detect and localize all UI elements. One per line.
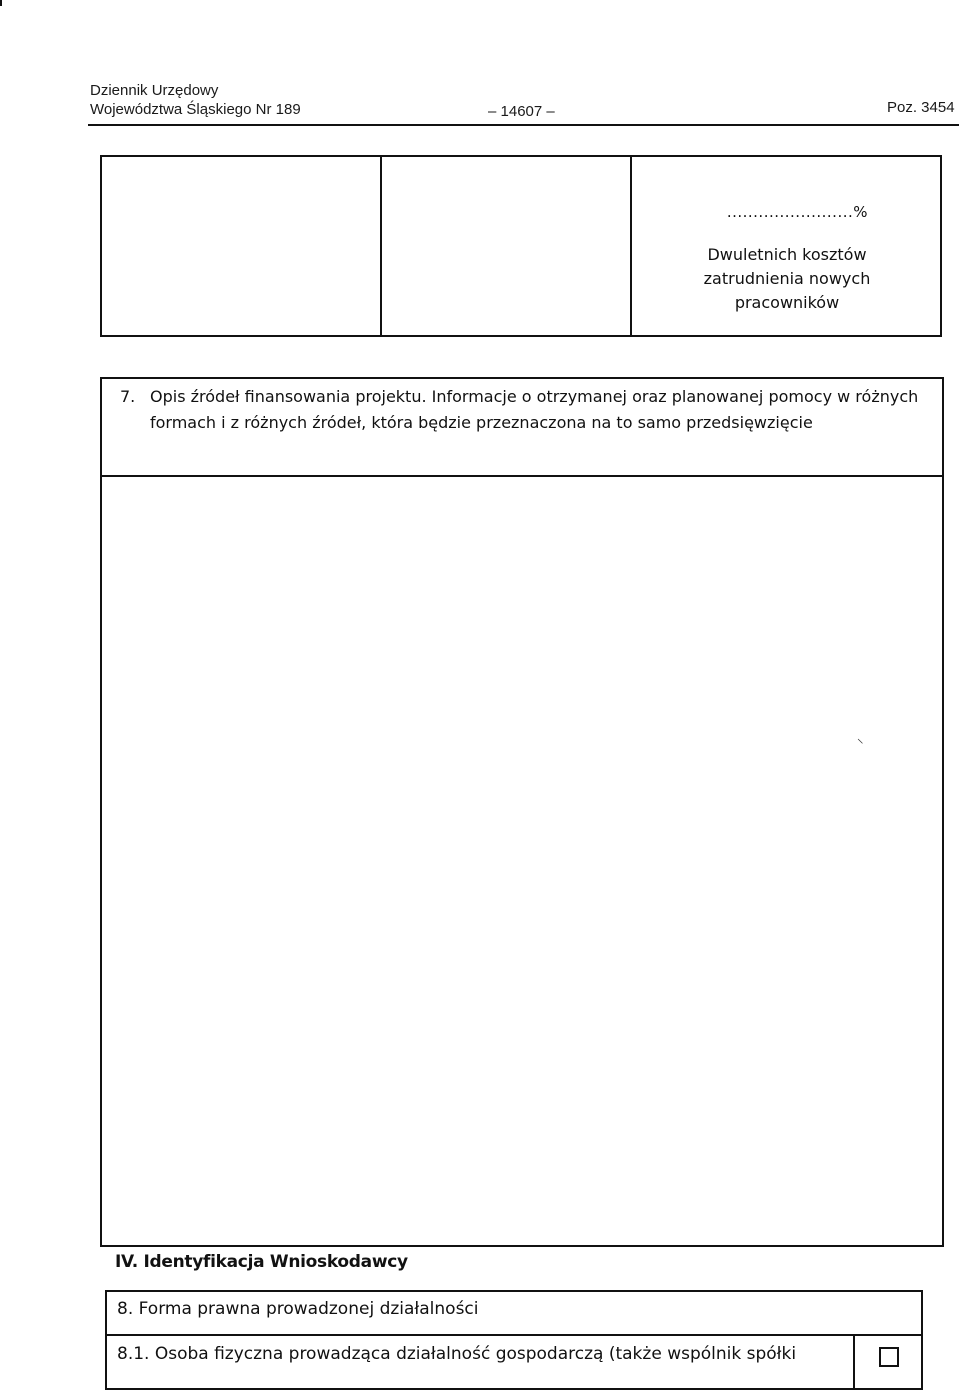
cost-label-line3: pracowników	[734, 293, 840, 312]
scan-speck: ⸌	[857, 737, 864, 752]
header-rule	[88, 124, 959, 126]
position-number: Poz. 3454	[887, 99, 955, 116]
cost-table-cell-1[interactable]	[102, 157, 380, 335]
option-divider	[853, 1336, 855, 1390]
funding-sources-input-area[interactable]	[102, 477, 942, 1245]
cost-label	[632, 243, 942, 315]
legal-form-heading: 8. Forma prawna prowadzonej działalności	[107, 1292, 921, 1336]
applicant-identification-title: IV. Identyfikacja Wnioskodawcy	[115, 1252, 408, 1272]
cost-table-cell-2[interactable]	[382, 157, 630, 335]
section-number: 7.	[120, 387, 136, 406]
percent-field[interactable]: ........................%	[726, 203, 868, 221]
cost-label-line2: zatrudnienia nowych	[703, 269, 871, 288]
funding-sources-section	[100, 377, 944, 1247]
legal-form-option-row	[107, 1336, 921, 1390]
individual-business-checkbox[interactable]	[879, 1347, 899, 1367]
individual-business-option-label: 8.1. Osoba fizyczna prowadząca działalność gospodarczą (także wspólnik spółki	[117, 1344, 797, 1364]
legal-form-table	[105, 1290, 923, 1390]
scan-corner-mark	[0, 0, 2, 6]
funding-sources-header	[102, 379, 942, 477]
journal-title-line1: Dziennik Urzędowy	[90, 82, 219, 99]
cost-table	[100, 155, 942, 337]
funding-sources-description: Opis źródeł finansowania projektu. Informacje o otrzymanej oraz planowanej pomocy w różnych formach i z różnych źródeł, która będzie przeznaczona na to samo przedsięwzięcie	[150, 387, 919, 432]
cost-label-line1: Dwuletnich kosztów	[707, 245, 867, 264]
page-number: – 14607 –	[488, 103, 555, 120]
journal-title-line2: Województwa Śląskiego Nr 189	[90, 101, 301, 118]
